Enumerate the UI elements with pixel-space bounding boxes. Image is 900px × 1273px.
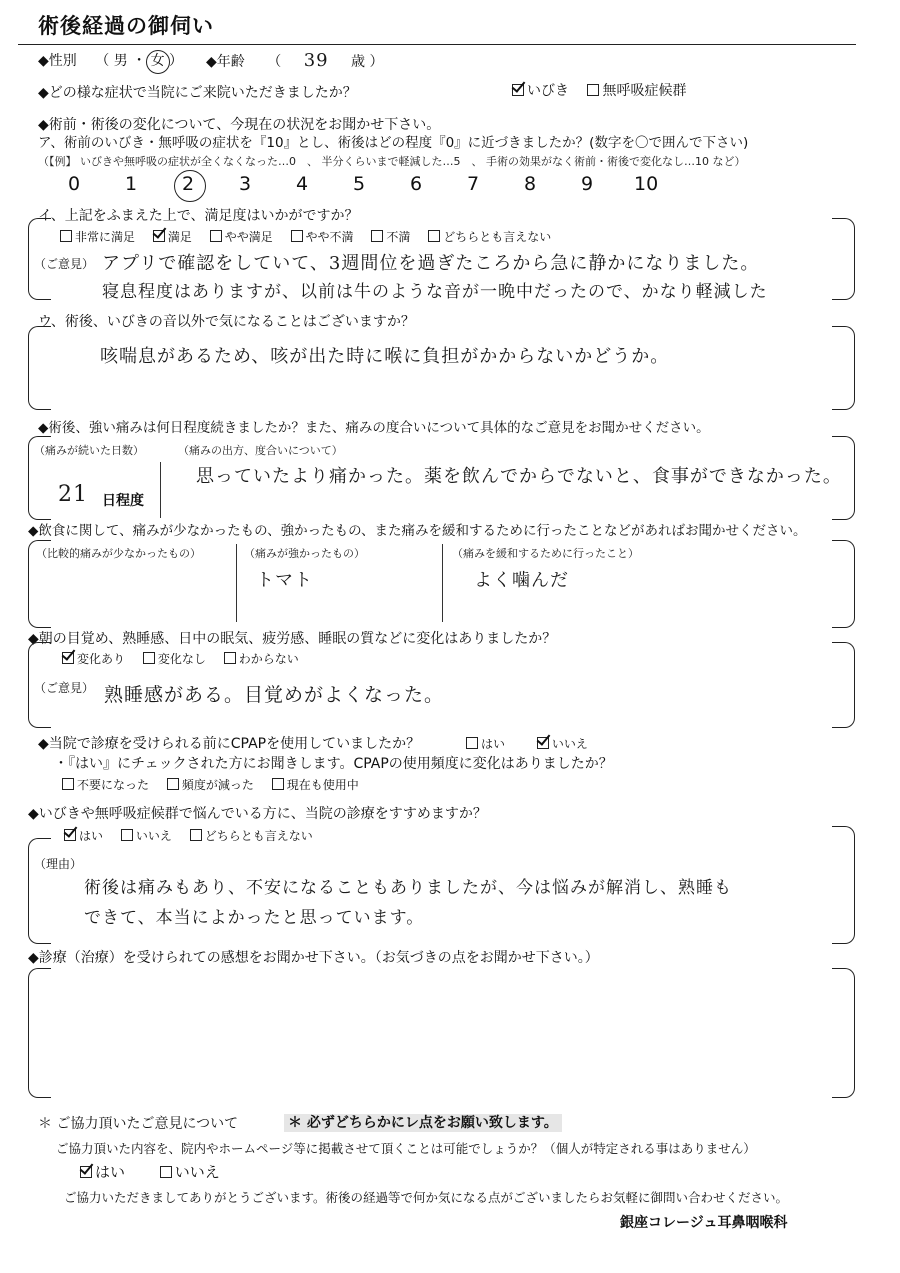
bracket-left <box>28 326 51 410</box>
divider <box>236 544 237 622</box>
bracket-right <box>832 218 855 300</box>
satisfaction-opinion-label: （ご意見） <box>34 257 95 271</box>
option-satisfied[interactable] <box>153 229 192 245</box>
satisfaction-options <box>60 229 565 245</box>
option-no[interactable] <box>160 1163 220 1181</box>
cpap-follow-options <box>62 777 373 793</box>
scale-10[interactable]: 10 <box>634 173 659 195</box>
footer-coop: ＊ ご協力頂いたご意見について <box>38 1116 239 1132</box>
checkbox[interactable] <box>153 230 165 242</box>
option-yes[interactable] <box>64 828 103 844</box>
q-other-text: ウ、術後、いびきの音以外で気になることはございますか？ <box>38 314 415 330</box>
page-title: 術後経過の御伺い <box>38 14 214 38</box>
checkbox[interactable] <box>62 652 74 664</box>
scale-4[interactable]: 4 <box>296 173 309 195</box>
checkbox[interactable] <box>512 84 524 96</box>
morning-options <box>62 651 313 667</box>
food-relief-label: （痛みを緩和するために行ったこと） <box>452 547 639 560</box>
checkbox[interactable] <box>587 84 599 96</box>
pain-days-label: （痛みが続いた日数） <box>34 444 144 457</box>
footer-options <box>80 1163 234 1181</box>
option-label: はい <box>95 1163 126 1181</box>
footer-must: ＊ 必ずどちらかにレ点をお願い致します。 <box>284 1114 562 1132</box>
title-underline <box>18 44 856 45</box>
option-label: いいえ <box>174 1163 220 1181</box>
q-food-text: ◆飲食に関して、痛みが少なかったもの、強かったもの、また痛みを緩和するために行ったことなどがあればお聞かせください。 <box>28 523 807 539</box>
scale-3[interactable]: 3 <box>239 173 252 195</box>
gender-close: ） <box>169 53 184 69</box>
q-cpap-text: ◆当院で診療を受けられる前にCPAPを使用していましたか？ <box>38 736 421 752</box>
bracket-left <box>28 968 51 1098</box>
scale-5[interactable]: 5 <box>353 173 366 195</box>
option-dissatisfied[interactable] <box>371 229 410 245</box>
q-pain-text: ◆術後、強い痛みは何日程度続きましたか？また、痛みの度合いについて具体的なご意見をお聞かせください。 <box>38 420 710 436</box>
bracket-left <box>28 838 51 944</box>
bracket-right <box>832 968 855 1098</box>
scale-7[interactable]: 7 <box>467 173 480 195</box>
option-somewhat-satisfied[interactable] <box>210 229 273 245</box>
age-unit: 歳 <box>351 54 366 70</box>
gender-label: ◆性別 <box>38 53 77 69</box>
age-open: （ <box>267 54 282 70</box>
pain-degree-answer[interactable]: 思っていたより痛かった。薬を飲んでからでないと、食事ができなかった。 <box>196 466 842 487</box>
age-close: ） <box>369 54 384 70</box>
option-label: 満足 <box>167 230 192 244</box>
other-answer[interactable]: 咳喘息があるため、咳が出た時に喉に負担がかからないかどうか。 <box>100 346 670 367</box>
gender-female[interactable]: 女 <box>150 53 165 69</box>
q-change-a-text: ア、術前のいびき・無呼吸の症状を『10』とし、術後はどの程度『0』に近づきましたか？(数字を〇で囲んで下さい) <box>38 135 749 151</box>
option-label: いいえ <box>551 737 588 751</box>
option-neither[interactable] <box>190 828 313 844</box>
recommend-reason-line2[interactable]: できて、本当によかったと思っています。 <box>84 908 425 928</box>
checkbox[interactable] <box>291 230 303 242</box>
q-change-text: ◆術前・術後の変化について、今現在の状況をお聞かせ下さい。 <box>38 117 441 133</box>
q-morning-text: ◆朝の目覚め、熟睡感、日中の眠気、疲労感、睡眠の質などに変化はありましたか？ <box>28 631 557 647</box>
option-no-change[interactable] <box>143 651 206 667</box>
option-ibiki[interactable] <box>512 82 569 100</box>
footer-thanks: ご協力いただきましてありがとうございます。術後の経過等で何か気になる点がございましたらお気軽に御問い合わせください。 <box>64 1190 789 1205</box>
scale-2-circle-mark <box>174 170 206 202</box>
food-relief-answer[interactable]: よく噛んだ <box>474 570 569 591</box>
option-label: 頻度が減った <box>181 778 254 792</box>
checkbox[interactable] <box>60 230 72 242</box>
checkbox[interactable] <box>466 737 478 749</box>
gender-male[interactable]: 男 <box>113 53 128 69</box>
checkbox[interactable] <box>160 1166 172 1178</box>
q-satisfaction-text: イ、上記をふまえた上で、満足度はいかがですか？ <box>38 208 359 224</box>
option-still-using[interactable] <box>272 777 359 793</box>
checkbox[interactable] <box>537 737 549 749</box>
age-label: ◆年齢 <box>206 54 245 70</box>
scale-0[interactable]: 0 <box>68 173 81 195</box>
cpap-options <box>466 736 602 752</box>
bracket-right <box>832 642 855 728</box>
checkbox[interactable] <box>80 1166 92 1178</box>
option-label: 変化なし <box>157 652 206 666</box>
option-somewhat-dissatisfied[interactable] <box>291 229 354 245</box>
checkbox[interactable] <box>190 829 202 841</box>
checkbox[interactable] <box>272 778 284 790</box>
option-neither[interactable] <box>428 229 551 245</box>
gender-dot: ・ <box>132 53 147 69</box>
option-label: やや不満 <box>305 230 354 244</box>
option-changed[interactable] <box>62 651 125 667</box>
option-unneeded[interactable] <box>62 777 149 793</box>
footer-question: ご協力頂いた内容を、院内やホームページ等に掲載させて頂くことは可能でしょうか？（個人が特定される事はありません） <box>56 1141 756 1156</box>
option-label: 不要になった <box>77 778 150 792</box>
age-row <box>206 52 384 71</box>
option-label: 非常に満足 <box>75 230 136 244</box>
food-strong-answer[interactable]: トマト <box>256 570 313 591</box>
pain-degree-label: （痛みの出方、度合いについて） <box>178 444 343 457</box>
checkbox[interactable] <box>224 652 236 664</box>
option-no[interactable] <box>537 736 588 752</box>
checkbox[interactable] <box>143 652 155 664</box>
clinic-name: 銀座コレージュ耳鼻咽喉科 <box>620 1215 788 1231</box>
bracket-right <box>832 540 855 628</box>
option-label: 現在も使用中 <box>286 778 359 792</box>
cpap-follow-text: ・『はい』にチェックされた方にお聞きします。CPAPの使用頻度に変化はありましたか？ <box>54 756 613 772</box>
option-unknown[interactable] <box>224 651 299 667</box>
q-symptom-options <box>512 82 700 100</box>
option-label: どちらとも言えない <box>204 829 313 843</box>
food-strong-label: （痛みが強かったもの） <box>244 547 365 560</box>
scale-row <box>68 173 708 199</box>
satisfaction-answer-line1[interactable]: アプリで確認をしていて、3週間位を過ぎたころから急に静かになりました。 <box>102 253 760 274</box>
recommend-reason-label: （理由） <box>34 857 83 871</box>
bracket-right <box>832 826 855 944</box>
option-label: やや満足 <box>224 230 273 244</box>
checkbox[interactable] <box>64 829 76 841</box>
option-yes[interactable] <box>80 1163 125 1181</box>
q-symptom-text: ◆どの様な症状で当院にご来院いただきましたか？ <box>38 85 357 101</box>
option-label: 不満 <box>386 230 411 244</box>
option-label: 無呼吸症候群 <box>602 83 687 99</box>
option-no[interactable] <box>121 828 172 844</box>
morning-answer[interactable]: 熟睡感がある。目覚めがよくなった。 <box>104 684 445 706</box>
impression-textarea[interactable] <box>60 978 820 1088</box>
checkbox[interactable] <box>428 230 440 242</box>
pain-days-unit: 日程度 <box>102 493 144 509</box>
female-circle-mark <box>146 50 170 74</box>
q-impression-text: ◆診療（治療）を受けられての感想をお聞かせ下さい。（お気づきの点をお聞かせ下さい。） <box>28 950 599 966</box>
option-apnea[interactable] <box>587 82 686 100</box>
option-label: はい <box>79 829 104 843</box>
checkbox[interactable] <box>121 829 133 841</box>
scale-1[interactable]: 1 <box>125 173 138 195</box>
checkbox[interactable] <box>62 778 74 790</box>
bracket-right <box>832 326 855 410</box>
divider <box>442 544 443 622</box>
option-label: わからない <box>238 652 299 666</box>
scale-6[interactable]: 6 <box>410 173 423 195</box>
recommend-options <box>64 828 327 844</box>
checkbox[interactable] <box>371 230 383 242</box>
option-less-frequent[interactable] <box>167 777 254 793</box>
recommend-reason-line1[interactable]: 術後は痛みもあり、不安になることもありましたが、今は悩みが解消し、熟睡も <box>84 878 732 898</box>
morning-opinion-label: （ご意見） <box>34 681 95 695</box>
age-value[interactable]: 39 <box>303 50 329 71</box>
option-label: いいえ <box>135 829 172 843</box>
option-label: はい <box>481 737 506 751</box>
checkbox[interactable] <box>167 778 179 790</box>
scale-2[interactable]: 2 <box>182 173 195 195</box>
option-very-satisfied[interactable] <box>60 229 135 245</box>
option-label: どちらとも言えない <box>443 230 552 244</box>
divider <box>160 462 161 518</box>
q-recommend-text: ◆いびきや無呼吸症候群で悩んでいる方に、当院の診療をすすめますか？ <box>28 806 487 822</box>
food-less-label: （比較的痛みが少なかったもの） <box>36 547 201 560</box>
option-label: 変化あり <box>77 652 126 666</box>
scale-8[interactable]: 8 <box>524 173 537 195</box>
gender-open: （ <box>95 53 110 69</box>
pain-days-value[interactable]: 21 <box>58 482 88 507</box>
option-label: いびき <box>527 83 569 99</box>
q-change-example: （【例】 いびきや無呼吸の症状が全くなくなった…0 、 半分くらいまで軽減した…5 、 手術の効果がなく術前・術後で変化なし…10 など） <box>38 155 746 168</box>
option-yes[interactable] <box>466 736 505 752</box>
satisfaction-answer-line2[interactable]: 寝息程度はありますが、以前は牛のような音が一晩中だったので、かなり軽減した <box>102 282 768 302</box>
checkbox[interactable] <box>210 230 222 242</box>
scale-9[interactable]: 9 <box>581 173 594 195</box>
